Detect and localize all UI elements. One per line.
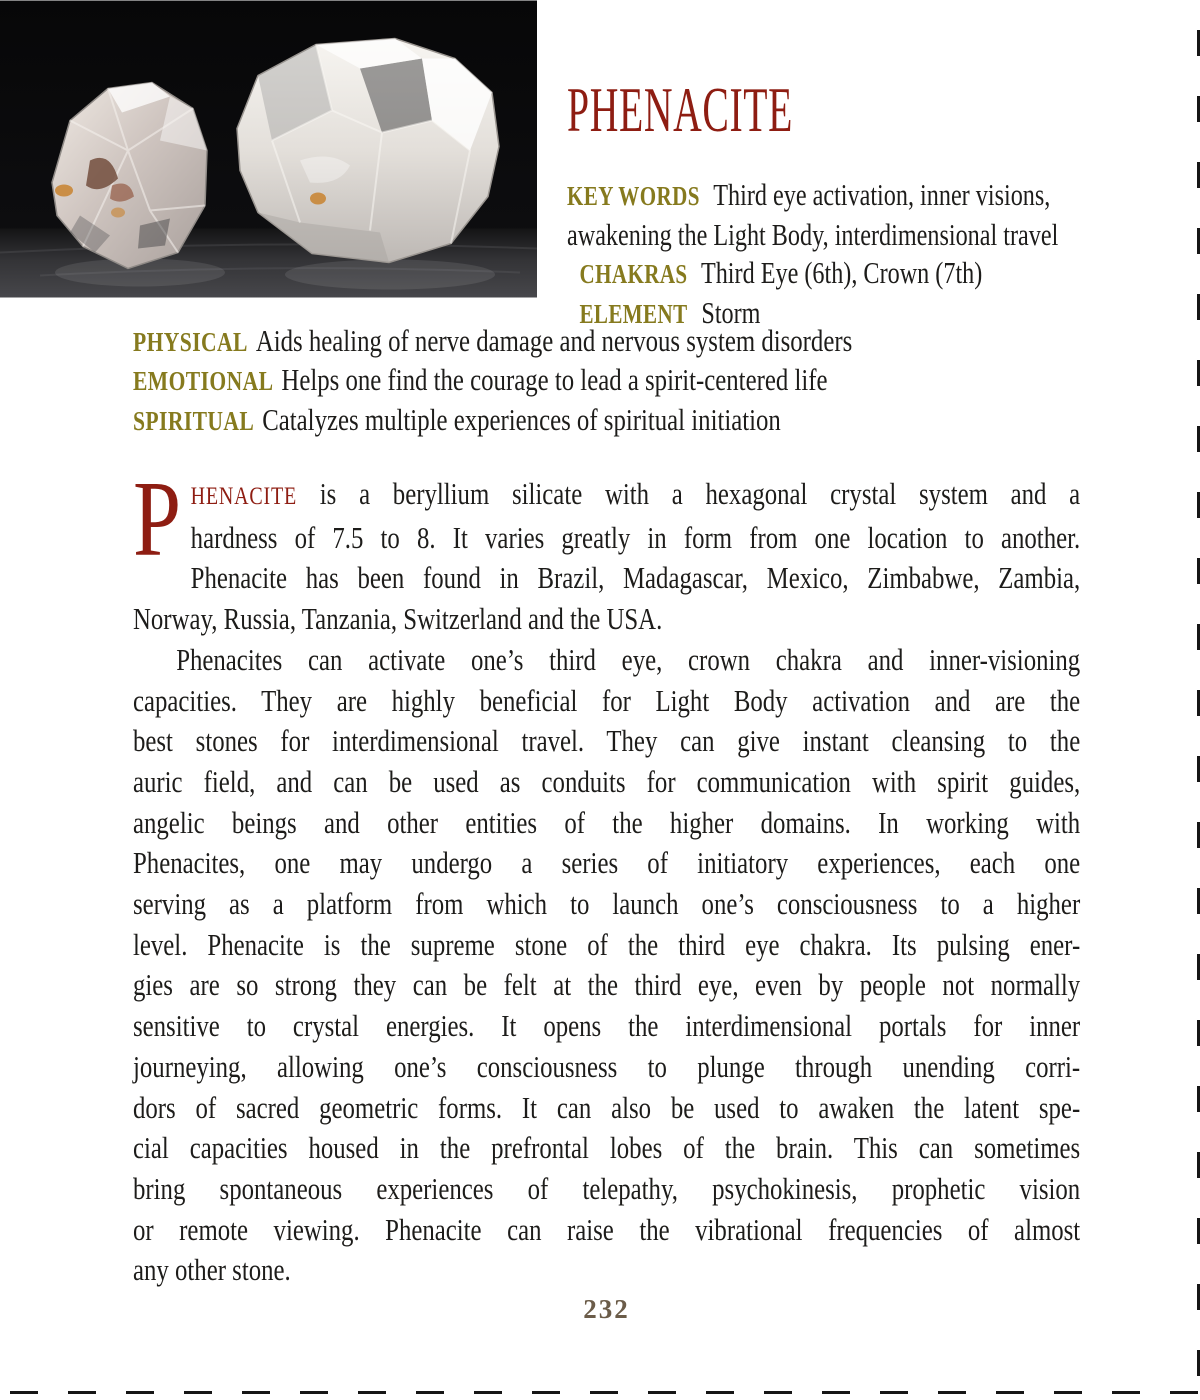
attribute-label: KEY WORDS <box>567 181 700 211</box>
body-line: Phenacite has been found in Brazil, Madagascar, Mexico, Zimbabwe, Zambia, <box>190 560 1081 596</box>
attribute-row <box>133 401 1080 440</box>
page-title: PHENACITE <box>567 74 794 145</box>
attribute-row <box>133 322 1080 361</box>
lead-smallcaps: HENACITE <box>190 483 298 510</box>
body-line: sensitive to crystal energies. It opens the interdimensional portals for inner <box>133 1008 1081 1044</box>
attribute-text: Third Eye (6th), Crown (7th) <box>700 255 983 291</box>
body-line <box>133 474 1080 518</box>
body-line-text: is a beryllium silicate with a hexagonal crystal system and a <box>319 476 1081 511</box>
paragraph-2 <box>133 640 1080 1291</box>
body-line: or remote viewing. Phenacite can raise the vibrational frequencies of almost <box>133 1211 1081 1247</box>
body-line: auric field, and can be used as conduits for communication with spirit guides, <box>133 763 1081 799</box>
body-line: Norway, Russia, Tanzania, Switzerland and the USA. <box>133 601 663 637</box>
body-line: gies are so strong they can be felt at the third eye, even by people not normally <box>133 967 1081 1003</box>
attribute-label: PHYSICAL <box>133 327 248 357</box>
keywords-block <box>567 176 1070 334</box>
attributes-list <box>133 322 1080 440</box>
attribute-row <box>133 361 1080 400</box>
attribute-label: CHAKRAS <box>579 259 688 290</box>
attribute-text: Aids healing of nerve damage and nervous system disorders <box>255 323 853 358</box>
body-line: Phenacites can activate one’s third eye, crown chakra and inner-visioning <box>176 641 1081 677</box>
body-line: bring spontaneous experiences of telepathy, psychokinesis, prophetic vision <box>133 1170 1081 1206</box>
attribute-text: Storm <box>701 295 761 331</box>
body-line: dors of sacred geometric forms. It can also be used to awaken the latent spe- <box>133 1089 1081 1125</box>
attribute-label: ELEMENT <box>579 299 688 330</box>
body-line: best stones for interdimensional travel. They can give instant cleansing to the <box>133 723 1081 759</box>
attribute-label: SPIRITUAL <box>133 405 255 436</box>
bottom-edge-tick-border <box>0 1391 1200 1394</box>
body-line: cial capacities housed in the prefrontal lobes of the brain. This can sometimes <box>133 1130 1081 1166</box>
drop-cap: P <box>133 460 182 579</box>
page-number: 232 <box>583 1294 630 1324</box>
body-text <box>133 460 1081 1291</box>
body-line: level. Phenacite is the supreme stone of the third eye chakra. Its pulsing ener- <box>133 926 1081 962</box>
attribute-label: EMOTIONAL <box>133 366 274 397</box>
body-line: capacities. They are highly beneficial for Light Body activation and are the <box>133 682 1081 718</box>
body-line: Phenacites, one may undergo a series of initiatory experiences, each one <box>133 845 1081 881</box>
body-line: angelic beings and other entities of the higher domains. In working with <box>133 804 1081 840</box>
body-line: any other stone. <box>133 1252 291 1288</box>
body-line: hardness of 7.5 to 8. It varies greatly in form from one location to another. <box>190 519 1081 555</box>
body-line: journeying, allowing one’s consciousness to plunge through unending corri- <box>133 1048 1081 1084</box>
attribute-text: Third eye activation, inner visions, awakening the Light Body, interdimensional travel <box>567 177 1059 252</box>
attribute-text: Catalyzes multiple experiences of spiritual initiation <box>262 401 781 437</box>
body-line: serving as a platform from which to launch one’s consciousness to a higher <box>133 886 1081 922</box>
attribute-text: Helps one find the courage to lead a spirit-centered life <box>281 362 828 398</box>
paragraph-1 <box>133 460 1081 640</box>
phenacite-crystals-photo <box>0 0 537 298</box>
